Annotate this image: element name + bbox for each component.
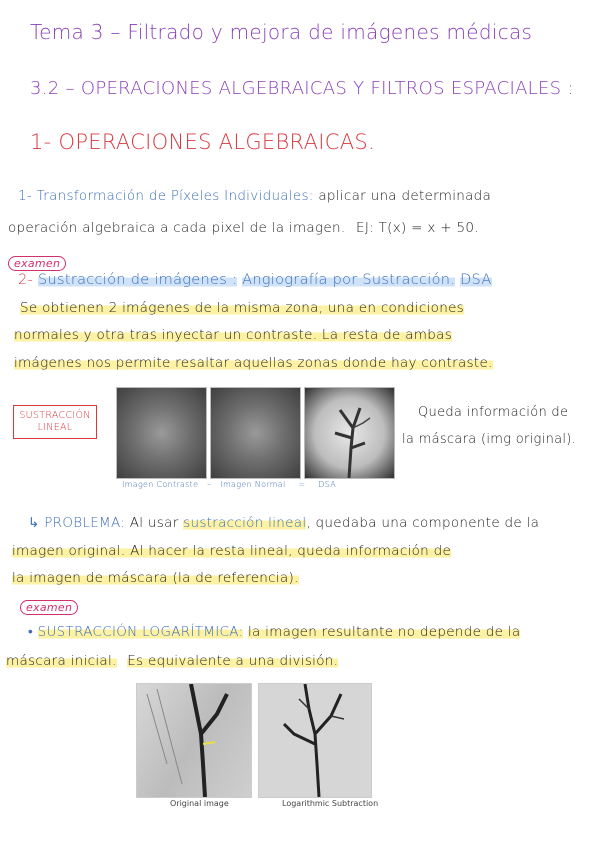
section2-text-line1: Se obtienen 2 imágenes de la misma zona, una en condiciones [20,300,465,316]
exam-tag: examen [8,256,66,271]
artery-subtracted-icon [259,684,371,797]
section1-line1 [18,188,491,204]
problem-text-b: sustracción lineal [183,515,307,531]
section2-text-line2: normales y otra tras inyectar un contraste. La resta de ambas [14,327,453,343]
log-text-line1: la imagen resultante no depende de la [247,624,521,640]
caption-minus: – [207,480,212,489]
section2-body-line1 [20,300,464,316]
page-title: Tema 3 – Filtrado y mejora de imágenes médicas [30,20,533,44]
section1-example: EJ: T(x) = x + 50. [356,220,479,236]
caption-normal: Imagen Normal [220,480,286,489]
section2-body-line2 [14,327,452,343]
linear-subtraction-box: SUSTRACCIÓN LINEAL [13,405,97,439]
problem-text-line2: imagen original. Al hacer la resta lineal, queda información de [12,543,452,559]
dsa-image [304,387,395,479]
section-heading: 1- OPERACIONES ALGEBRAICAS. [30,130,375,154]
side-note-line1: Queda información de [418,405,569,420]
section2-dsa: DSA [460,272,492,288]
log-line1 [28,624,520,640]
problem-text-c: , quedaba una componente de la [306,515,540,531]
problem-text-a: Al usar [129,515,179,531]
section2-text-line3: imágenes nos permite resaltar aquellas zonas donde hay contraste. [14,355,493,371]
artery-icon [137,684,251,797]
problem-label: PROBLEMA: [44,515,126,531]
section1-text2: operación algebraica a cada pixel de la imagen. [8,220,346,236]
log-subtraction-image [258,683,372,798]
caption-original: Original image [170,799,229,808]
problem-text-line3: la imagen de máscara (la de referencia). [12,570,299,586]
section1-line2 [8,220,479,236]
vessel-icon [305,388,394,478]
log-line2 [6,653,338,669]
section1-lead: 1- Transformación de Píxeles Individuales: [18,188,314,204]
images-caption [122,480,336,489]
arrow-icon: ↳ [28,515,40,531]
problem-line3 [12,570,299,586]
side-note-line2: la máscara (img original). [402,432,577,447]
section2-num: 2- [18,272,34,288]
section2-title [18,272,492,288]
caption-dsa: DSA [318,480,337,489]
caption-logarithmic: Logarithmic Subtraction [282,799,379,808]
contrast-image [116,387,207,479]
page-subtitle: 3.2 – OPERACIONES ALGEBRAICAS Y FILTROS ESPACIALES : [30,78,574,99]
section2-title-a: Sustracción de imágenes : [37,272,238,288]
section2-title-b: Angiografía por Sustracción. [242,272,456,288]
problem-line1 [28,515,539,531]
original-image [136,683,252,798]
section1-text1: aplicar una determinada [318,188,492,204]
caption-equals: = [298,480,306,489]
normal-image [210,387,301,479]
caption-contrast: Imagen Contraste [122,480,199,489]
log-text-b: Es equivalente a una división. [127,653,339,669]
bullet-icon: • [28,624,34,640]
exam-tag-2: examen [20,600,78,615]
log-label: SUSTRACCIÓN LOGARÍTMICA: [37,624,244,640]
problem-line2 [12,543,451,559]
log-text-a: máscara inicial. [6,653,117,669]
section2-body-line3 [14,355,493,371]
